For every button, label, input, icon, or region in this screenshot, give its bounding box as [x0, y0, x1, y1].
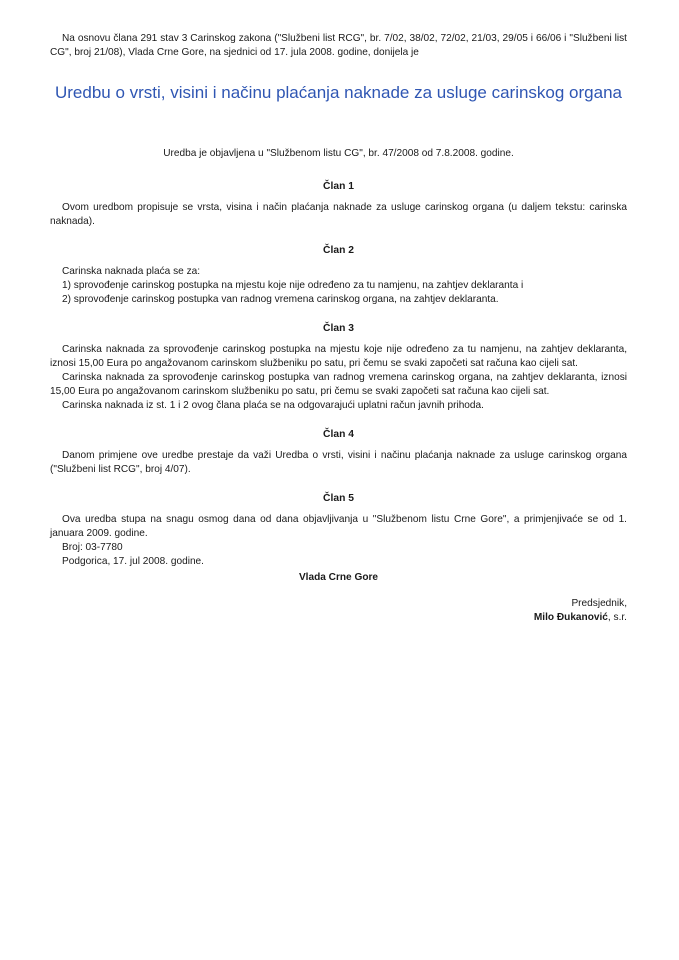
article-1-heading: Član 1 [323, 181, 354, 192]
article-4-paragraph: Danom primjene ove uredbe prestaje da važi Uredba o vrsti, visini i načinu plaćanja naknade za usluge carinskog organa ("Službeni list RCG", broj 4/07). [50, 450, 627, 475]
article-5-heading: Član 5 [323, 493, 354, 504]
document-title: Uredbu o vrsti, visini i načinu plaćanja naknade za usluge carinskog organa [54, 83, 622, 102]
preamble: Na osnovu člana 291 stav 3 Carinskog zakona ("Službeni list RCG", br. 7/02, 38/02, 72/02, 21/03, 29/05 i 66/06 i "Službeni list CG", broj 21/08), Vlada Crne Gore, na sjednici od 17. jula 2008. godine, donijela je [50, 33, 627, 58]
article-2-heading: Član 2 [323, 245, 354, 256]
article-5-paragraph: Ova uredba stupa na snagu osmog dana od dana objavljivanja u "Službenom listu Crne Gore", a primjenjivaće se od 1. januara 2009. godine. [50, 514, 627, 539]
place-and-date: Podgorica, 17. jul 2008. godine. [62, 556, 204, 567]
article-4-heading: Član 4 [323, 429, 354, 440]
document-body [50, 32, 627, 625]
article-2-item-1: 1) sprovođenje carinskog postupka na mjestu koje nije određeno za tu namjenu, na zahtjev deklaranta i [62, 280, 524, 291]
signatory-suffix: , s.r. [607, 612, 627, 623]
publication-note: Uredba je objavljena u "Službenom listu CG", br. 47/2008 od 7.8.2008. godine. [163, 148, 514, 159]
signatory [50, 611, 627, 625]
article-1-paragraph: Ovom uredbom propisuje se vrsta, visina i način plaćanja naknade za usluge carinskog organa (u daljem tekstu: carinska naknada). [50, 202, 627, 227]
document-number: Broj: 03-7780 [62, 542, 123, 553]
article-2-item-2: 2) sprovođenje carinskog postupka van radnog vremena carinskog organa, na zahtjev deklaranta. [62, 294, 499, 305]
issuing-government: Vlada Crne Gore [298, 572, 379, 583]
signatory-name: Milo Đukanović [533, 612, 608, 623]
article-2-paragraph: Carinska naknada plaća se za: [62, 266, 201, 277]
signatory-title: Predsjednik, [571, 598, 627, 609]
article-3-heading: Član 3 [323, 323, 354, 334]
article-3-paragraph-2: Carinska naknada za sprovođenje carinskog postupka van radnog vremena carinskog organa, na zahtjev deklaranta, iznosi 15,00 Eura po angažovanom carinskom službeniku po satu, pri čemu se svaki započeti sat računa kao cijeli sat. [50, 372, 627, 397]
article-3-paragraph-3: Carinska naknada iz st. 1 i 2 ovog člana plaća se na odgovarajući uplatni račun javnih prihoda. [62, 400, 484, 411]
article-3-paragraph-1: Carinska naknada za sprovođenje carinskog postupka na mjestu koje nije određeno za tu namjenu, na zahtjev deklaranta, iznosi 15,00 Eura po angažovanom carinskom službeniku po satu, pri čemu se svaki započeti sat računa kao cijeli sat. [50, 344, 627, 369]
